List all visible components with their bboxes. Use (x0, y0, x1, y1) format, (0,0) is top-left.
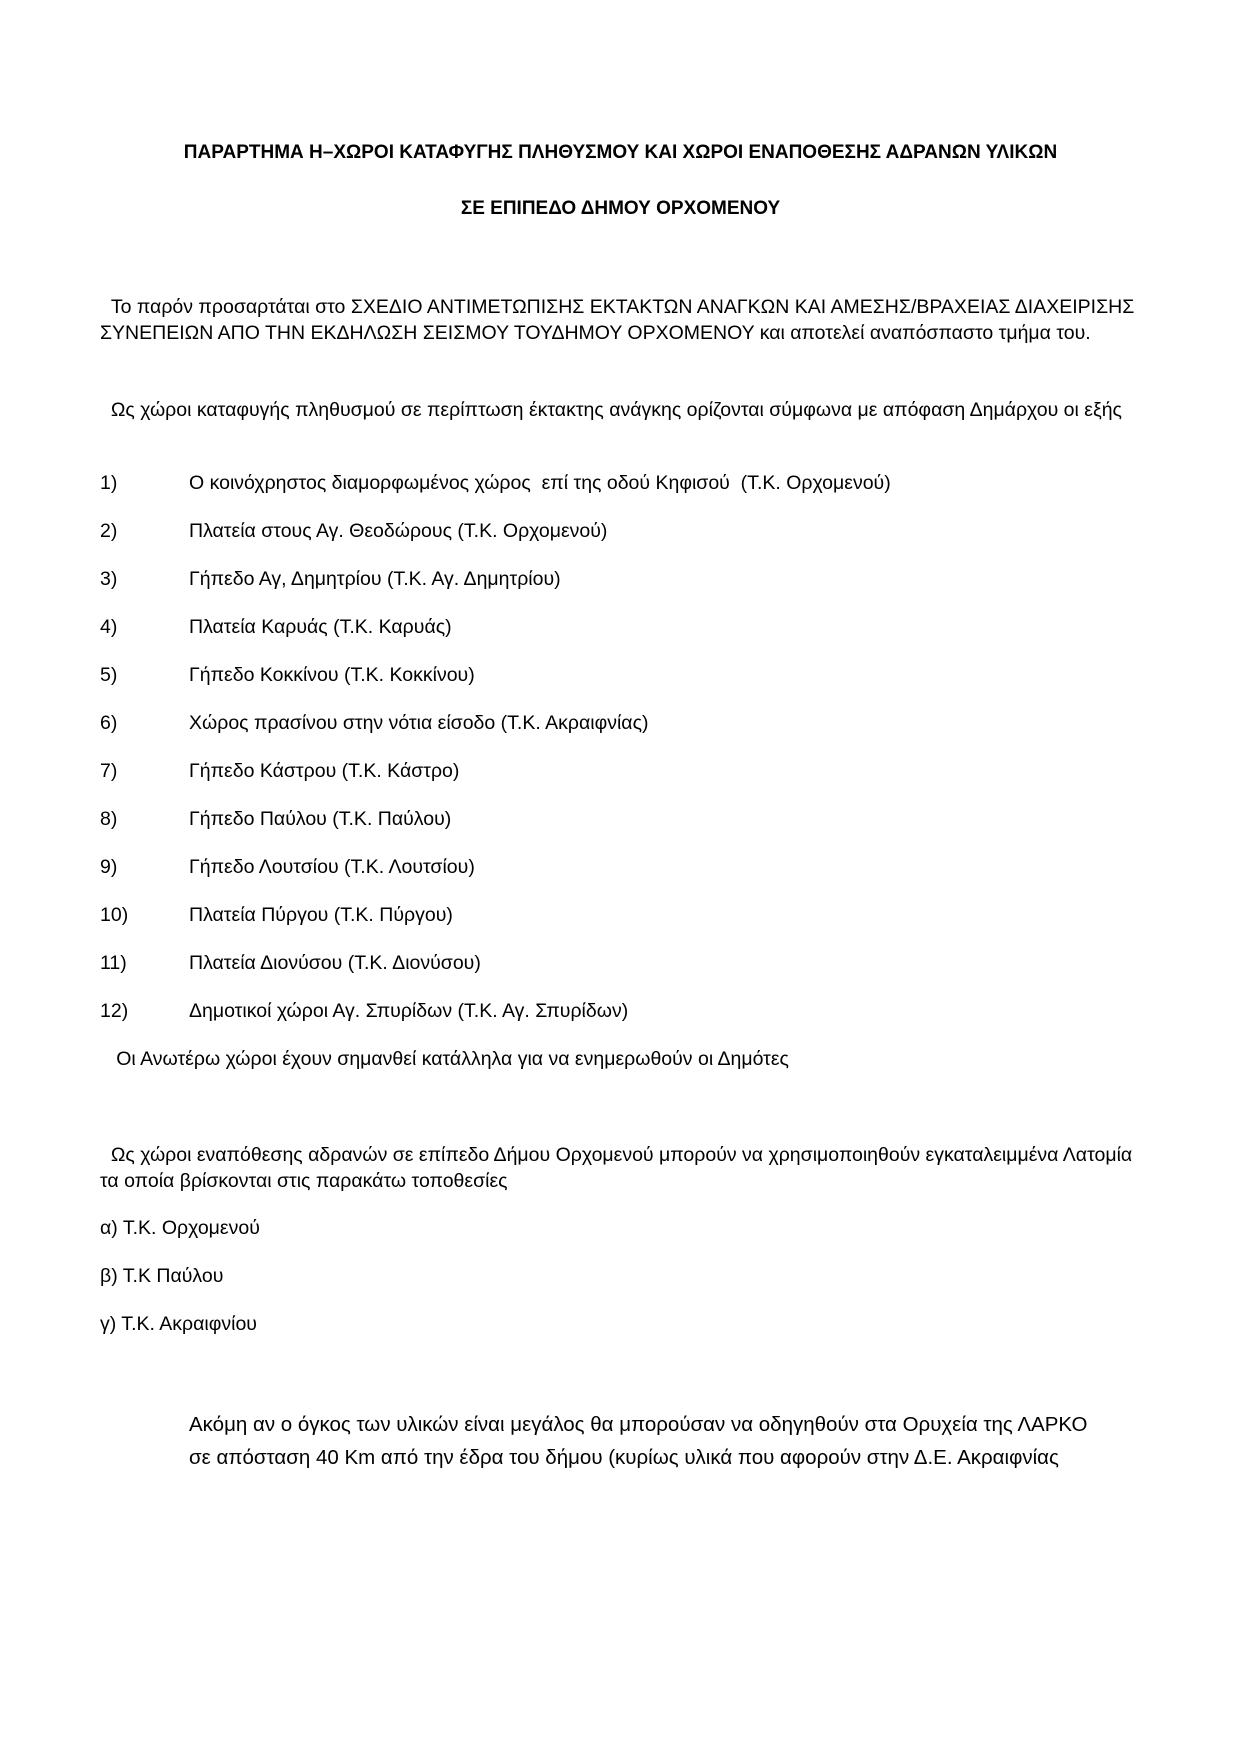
list-item-number: 1) (100, 472, 118, 494)
list-item-number: 6) (100, 712, 118, 734)
document-title-line-1: ΠΑΡΑΡΤΗΜΑ Η–ΧΩΡΟΙ ΚΑΤΑΦΥΓΗΣ ΠΛΗΘΥΣΜΟΥ ΚΑΙ ΧΩΡΟΙ ΕΝΑΠΟΘΕΣΗΣ ΑΔΡΑΝΩΝ ΥΛΙΚΩΝ (183, 142, 1058, 163)
list-item (100, 758, 1150, 784)
list-item: β) Τ.Κ Παύλου (100, 1265, 224, 1287)
list-item (100, 566, 1150, 592)
quarries-intro-paragraph: Ως χώροι εναπόθεσης αδρανών σε επίπεδο Δήμου Ορχομενού μπορούν να χρησιμοποιηθούν εγκαταλειμμένα Λατομία τα οποία βρίσκονται στις παρακάτω τοποθεσίες (100, 1144, 1138, 1192)
larko-paragraph: Ακόμη αν ο όγκος των υλικών είναι μεγάλος θα μπορούσαν να οδηγηθούν στα Ορυχεία της ΛΑΡΚΟ σε απόσταση 40 Km από την έδρα του δήμου (κυρίως υλικά που αφορούν στην Δ.Ε. Ακραιφνίας (189, 1413, 1088, 1469)
list-item-number: 7) (100, 760, 118, 782)
list-item (100, 518, 1150, 544)
list-item-text: Ο κοινόχρηστος διαμορφωμένος χώρος επί της οδού Κηφισού (Τ.Κ. Ορχομενού) (189, 472, 891, 494)
list-item (100, 854, 1150, 880)
list-item-text: Δημοτικοί χώροι Αγ. Σπυρίδων (Τ.Κ. Αγ. Σπυρίδων) (189, 1000, 629, 1022)
list-item: α) Τ.Κ. Ορχομενού (100, 1217, 260, 1239)
shelters-note: Οι Ανωτέρω χώροι έχουν σημανθεί κατάλληλα για να ενημερωθούν οι Δημότες (100, 1048, 789, 1070)
list-item-text: Χώρος πρασίνου στην νότια είσοδο (Τ.Κ. Ακραιφνίας) (189, 712, 649, 734)
list-item-number: 10) (100, 904, 129, 926)
list-item-text: Γήπεδο Λουτσίου (Τ.Κ. Λουτσίου) (189, 856, 475, 878)
list-item (100, 998, 1150, 1024)
document-title-line-2: ΣΕ ΕΠΙΠΕΔΟ ΔΗΜΟΥ ΟΡΧΟΜΕΝΟΥ (460, 198, 781, 219)
list-item (100, 806, 1150, 832)
list-item-number: 12) (100, 1000, 129, 1022)
list-item (100, 950, 1150, 976)
list-item-number: 11) (100, 952, 127, 974)
list-item-text: Γήπεδο Κοκκίνου (Τ.Κ. Κοκκίνου) (189, 664, 475, 686)
list-item-number: 9) (100, 856, 118, 878)
list-item-number: 8) (100, 808, 118, 830)
list-item-text: Γήπεδο Παύλου (Τ.Κ. Παύλου) (189, 808, 452, 830)
list-item-text: Γήπεδο Αγ, Δημητρίου (Τ.Κ. Αγ. Δημητρίου) (189, 568, 561, 590)
list-item (100, 614, 1150, 640)
intro-paragraph: Το παρόν προσαρτάται στο ΣΧΕΔΙΟ ΑΝΤΙΜΕΤΩΠΙΣΗΣ ΕΚΤΑΚΤΩΝ ΑΝΑΓΚΩΝ ΚΑΙ ΑΜΕΣΗΣ/ΒΡΑΧΕΙΑΣ ΔΙΑΧΕΙΡΙΣΗΣ ΣΥΝΕΠΕΙΩΝ ΑΠΟ ΤΗΝ ΕΚΔΗΛΩΣΗ ΣΕΙΣΜΟΥ ΤΟΥΔΗΜΟΥ ΟΡΧΟΜΕΝΟΥ και αποτελεί αναπόσπαστο τμήμα του. (100, 296, 1140, 344)
list-item-number: 2) (100, 520, 118, 542)
list-item (100, 710, 1150, 736)
list-item: γ) Τ.Κ. Ακραιφνίου (100, 1313, 257, 1335)
list-item-number: 3) (100, 568, 118, 590)
list-item (100, 470, 1150, 496)
list-item-text: Πλατεία Διονύσου (Τ.Κ. Διονύσου) (189, 952, 481, 974)
list-item (100, 662, 1150, 688)
list-item-text: Πλατεία Καρυάς (Τ.Κ. Καρυάς) (189, 616, 452, 638)
list-item-number: 5) (100, 664, 118, 686)
list-item-text: Πλατεία Πύργου (Τ.Κ. Πύργου) (189, 904, 453, 926)
list-item-text: Πλατεία στους Αγ. Θεοδώρους (Τ.Κ. Ορχομενού) (189, 520, 608, 542)
list-item-text: Γήπεδο Κάστρου (Τ.Κ. Κάστρο) (189, 760, 460, 782)
list-item (100, 902, 1150, 928)
shelters-intro-paragraph: Ως χώροι καταφυγής πληθυσμού σε περίπτωση έκτακτης ανάγκης ορίζονται σύμφωνα με απόφαση Δημάρχου οι εξής (100, 399, 1122, 421)
list-item-number: 4) (100, 616, 118, 638)
